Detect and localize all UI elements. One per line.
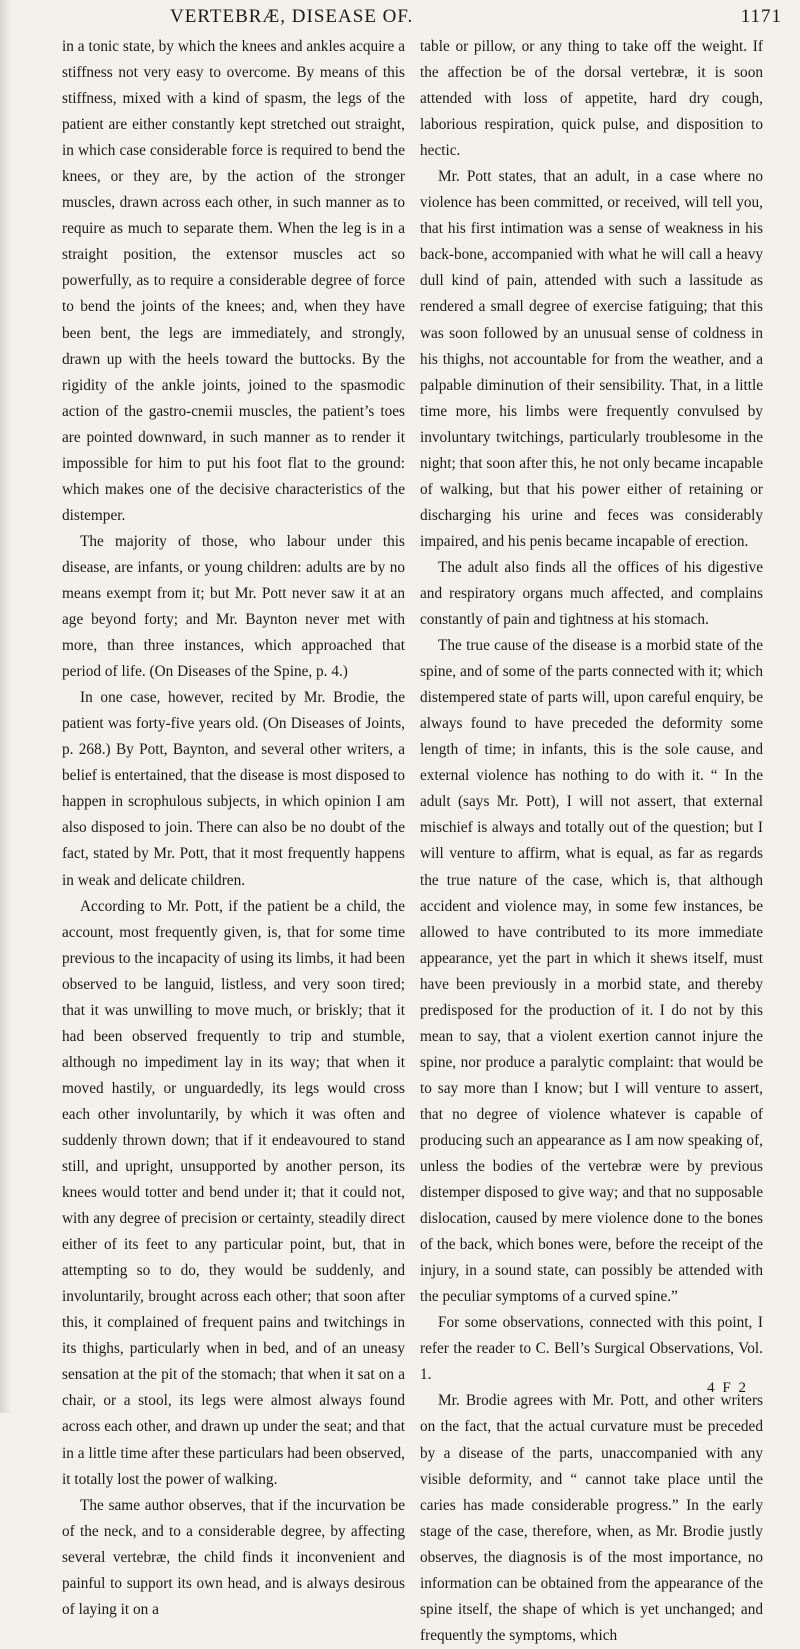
paragraph: Mr. Brodie agrees with Mr. Pott, and other writers on the fact, that the actual curvature must be preceded by a disease of the parts, unaccompanied with any visible deformity, and “ cannot take place until the caries has made considerable progress.” In the early stage of the case, therefore, when, as Mr. Brodie justly observes, the diagnosis is of the most importance, no information can be obtained from the appearance of the spine itself, the shape of which is yet unchanged; and frequently the symptoms, which [420,1392,763,1644]
right-column [420,34,763,1649]
page-header [60,6,782,34]
page-number: 1171 [740,6,782,27]
paragraph: For some observations, connected with this point, I refer the reader to C. Bell’s Surgical Observations, Vol. 1. [420,1314,763,1384]
paragraph: The same author observes, that if the incurvation be of the neck, and to a considerable degree, by affecting several vertebræ, the child finds it inconvenient and painful to support its own head, and is always desirous of laying it on a [62,1496,405,1618]
paragraph: According to Mr. Pott, if the patient be a child, the account, most frequently given, is, that for some time previous to the incapacity of using its limbs, it had been observed to be languid, listless, and very soon tired; that it was unwilling to move much, or briskly; that it had been observed frequently to trip and stumble, although no impediment lay in its way; that when it moved hastily, or unguardedly, its legs would cross each other involuntarily, by which it was often and suddenly thrown down; that if it endeavoured to stand still, and upright, unsupported by another person, its knees would totter and bend under it; that it could not, with any degree of precision or certainty, steadily direct either of its feet to any particular point, but, that in attempting so to do, they would be suddenly, and involuntarily, brought across each other; that soon after this, it complained of frequent pains and twitchings in its thighs, particularly when in bed, and of an uneasy sensation at the pit of the stomach; that when it sat on a chair, or a stool, its legs were almost always found across each other, and drawn up under the seat; and that in a little time after these particulars had been observed, it totally lost the power of walking. [62,897,405,1488]
paragraph: The majority of those, who labour under this disease, are infants, or young children: adults are by no means exempt from it; but Mr. Pott never saw it at an age beyond forty; and Mr. Baynton never met with more, than three instances, which approached that period of life. (On Diseases of the Spine, p. 4.) [62,532,405,681]
paragraph: Mr. Pott states, that an adult, in a case where no violence has been committed, or received, will tell you, that his first intimation was a sense of weakness in his back-bone, accompanied with what he will call a heavy dull kind of pain, attended with such a lassitude as rendered a small degree of exercise fatiguing; that this was soon followed by an unusual sense of coldness in his thighs, not accountable for from the weather, and a palpable diminution of their sensibility. That, in a little time more, his limbs were frequently convulsed by involuntary twitchings, particularly troublesome in the night; that soon after this, he not only became incapable of walking, but that his power either of retaining or discharging his urine and feces was considerably impaired, and his penis became incapable of erection. [420,168,763,550]
running-title: VERTEBRÆ, DISEASE OF. [170,6,414,27]
paragraph: The true cause of the disease is a morbid state of the spine, and of some of the parts connected with it; which distempered state of parts will, upon careful enquiry, be always found to have preceded the deformity some length of time; in infants, this is the sole cause, and external violence has nothing to do with it. “ In the adult (says Mr. Pott), I will not assert, that external mischief is always and totally out of the question; but I will venture to affirm, what is equal, as far as regards the true nature of the case, which is, that although accident and violence may, in some few instances, be allowed to have contributed to its more immediate appearance, yet the part in which it shews itself, must have been previously in a morbid state, and thereby predisposed for the production of it. I do not by this mean to say, that a violent exertion cannot injure the spine, nor produce a paralytic complaint: that would be to say more than I know; but I will venture to assert, that no degree of violence whatever is capable of producing such an appearance as I am now speaking of, unless the bodies of the vertebræ were by previous distemper disposed to give way; and that no supposable dislocation, caused by mere violence done to the bones of the back, which bones were, before the receipt of the injury, in a sound state, can possibly be attended with the peculiar symptoms of a curved spine.” [420,637,763,1306]
paragraph: In one case, however, recited by Mr. Brodie, the patient was forty-five years old. (On Diseases of Joints, p. 268.) By Pott, Baynton, and several other writers, a belief is entertained, that the disease is most disposed to happen in scrophulous subjects, in which opinion I am also disposed to join. There can also be no doubt of the fact, stated by Mr. Pott, that it most frequently happens in weak and delicate children. [62,689,405,889]
signature-mark: 4 F 2 [707,1380,748,1396]
paragraph: in a tonic state, by which the knees and ankles acquire a stiffness not very easy to overcome. By means of this stiffness, mixed with a kind of spasm, the legs of the patient are either constantly kept stretched out straight, in which case considerable force is required to bend the knees, or they are, by the action of the stronger muscles, drawn across each other, in such manner as to require as much to separate them. When the leg is in a straight position, the extensor muscles act so powerfully, as to require a considerable degree of force to bend the joints of the knees; and, when they have been bent, the legs are immediately, and strongly, drawn up with the heels toward the buttocks. By the rigidity of the ankle joints, joined to the spasmodic action of the gastro-cnemii muscles, the patient’s toes are pointed downward, in such manner as to render it impossible for him to put his foot flat to the ground: which makes one of the decisive characteristics of the distemper. [62,38,405,524]
page-edge-shadow [0,0,12,1413]
paragraph: The adult also finds all the offices of his digestive and respiratory organs much affected, and complains constantly of pain and tightness at his stomach. [420,558,763,629]
left-column [62,34,405,1623]
paragraph: table or pillow, or any thing to take off the weight. If the affection be of the dorsal vertebræ, it is soon attended with loss of appetite, hard dry cough, laborious respiration, quick pulse, and disposition to hectic. [420,38,763,160]
